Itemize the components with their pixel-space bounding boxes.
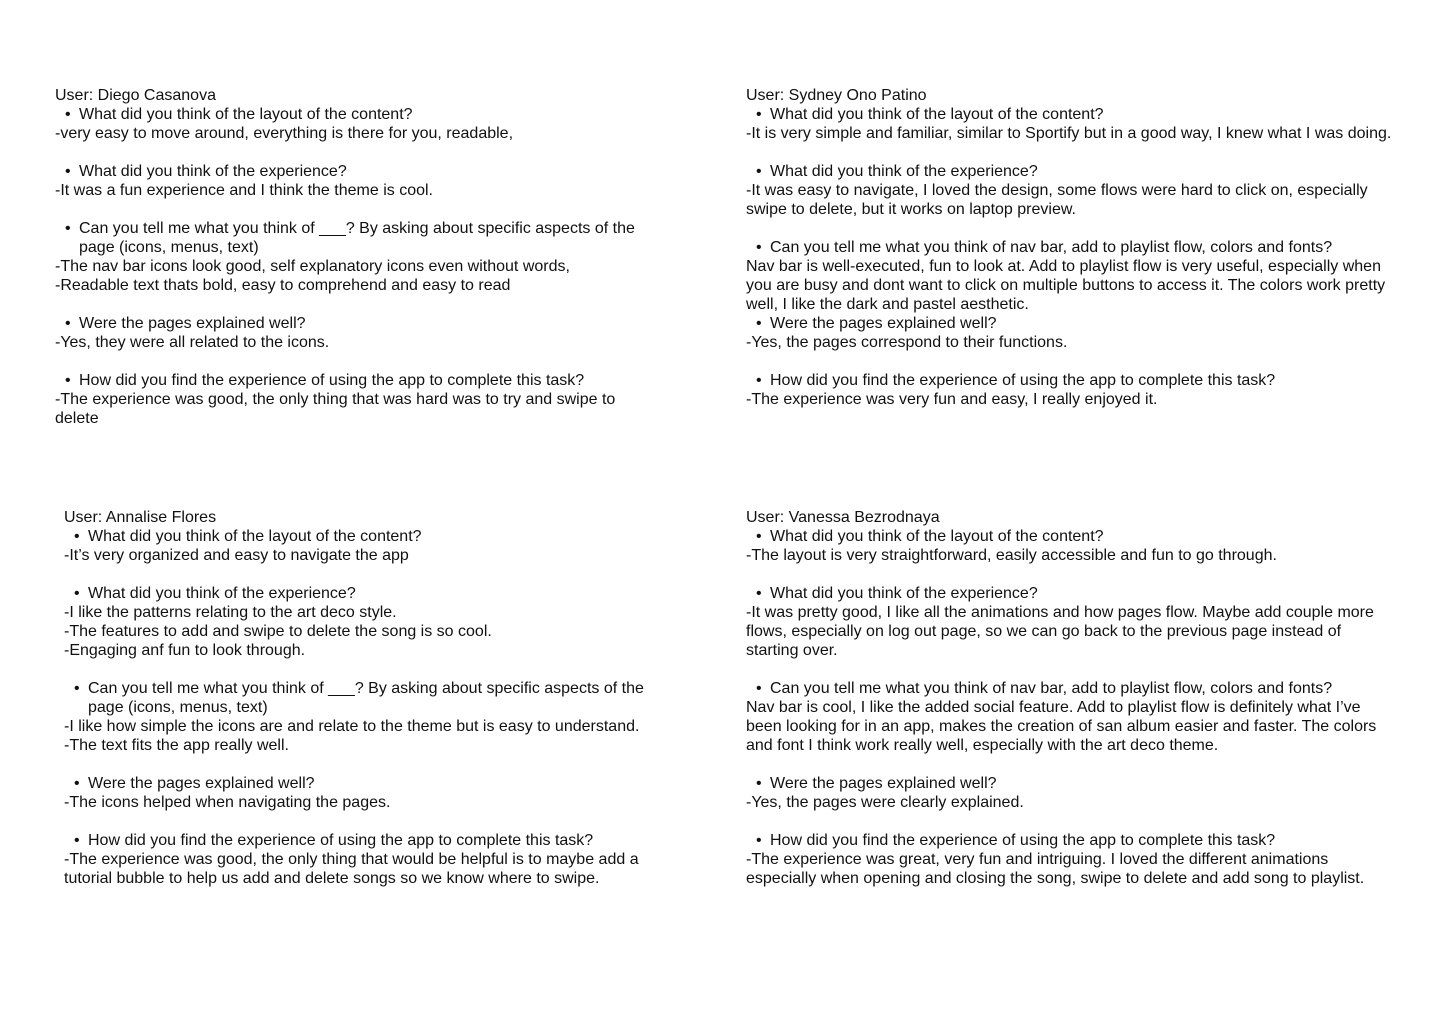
question-bullet: • What did you think of the experience? <box>64 584 654 603</box>
answer-text: -The experience was very fun and easy, I really enjoyed it. <box>746 391 1158 408</box>
question-bullet: • How did you find the experience of using the app to complete this task? <box>64 831 654 850</box>
question-bullet: • Can you tell me what you think of nav bar, add to playlist flow, colors and fonts? <box>746 679 1396 698</box>
question-bullet: • What did you think of the layout of the content? <box>746 105 1396 124</box>
answer-text: -Yes, the pages were clearly explained. <box>746 794 1024 811</box>
answer-text: -Engaging anf fun to look through. <box>64 642 306 659</box>
spacer <box>746 565 1396 584</box>
question-bullet: • Were the pages explained well? <box>64 774 654 793</box>
answer-text: -The nav bar icons look good, self explanatory icons even without words, <box>55 258 570 275</box>
spacer <box>55 352 645 371</box>
spacer <box>746 219 1396 238</box>
spacer <box>746 755 1396 774</box>
user-name: User: Annalise Flores <box>64 509 217 526</box>
question-bullet: • What did you think of the experience? <box>55 162 645 181</box>
answer-text: -The experience was good, the only thing that was hard was to try and swipe to delete <box>55 391 616 427</box>
answer-text: -It’s very organized and easy to navigate the app <box>64 547 409 564</box>
feedback-block-diego <box>55 86 645 428</box>
question-bullet: • Can you tell me what you think of ___? By asking about specific aspects of the page (icons, menus, text) <box>55 219 645 257</box>
answer-text: -The experience was great, very fun and intriguing. I loved the different animations especially when opening and closing the song, swipe to delete and add song to playlist. <box>746 851 1365 887</box>
question-bullet: • What did you think of the experience? <box>746 584 1396 603</box>
question-bullet: • What did you think of the layout of the content? <box>746 527 1396 546</box>
spacer <box>55 200 645 219</box>
spacer <box>55 143 645 162</box>
question-bullet: • What did you think of the layout of the content? <box>64 527 654 546</box>
answer-text: Nav bar is well-executed, fun to look at. Add to playlist flow is very useful, especially when you are busy and dont want to click on multiple buttons to access it. The colors work pretty well, I like the dark and pastel aesthetic. <box>746 258 1386 313</box>
answer-text: -The icons helped when navigating the pages. <box>64 794 391 811</box>
spacer <box>746 660 1396 679</box>
feedback-block-vanessa <box>746 508 1396 888</box>
feedback-block-sydney <box>746 86 1396 409</box>
question-bullet: • What did you think of the layout of the content? <box>55 105 645 124</box>
spacer <box>746 352 1396 371</box>
answer-text: -It is very simple and familiar, similar to Sportify but in a good way, I knew what I was doing. <box>746 125 1392 142</box>
spacer <box>64 565 654 584</box>
answer-text: Nav bar is cool, I like the added social feature. Add to playlist flow is definitely what I’ve been looking for in an app, makes the creation of san album easier and faster. The colors and font I think work really well, especially with the art deco theme. <box>746 699 1377 754</box>
answer-text: -I like the patterns relating to the art deco style. <box>64 604 397 621</box>
answer-text: -It was easy to navigate, I loved the design, some flows were hard to click on, especially swipe to delete, but it works on laptop preview. <box>746 182 1368 218</box>
spacer <box>746 143 1396 162</box>
answer-text: -Yes, the pages correspond to their functions. <box>746 334 1068 351</box>
user-name: User: Diego Casanova <box>55 87 216 104</box>
spacer <box>55 295 645 314</box>
answer-text: -Readable text thats bold, easy to comprehend and easy to read <box>55 277 511 294</box>
question-bullet: • Were the pages explained well? <box>746 774 1396 793</box>
question-bullet: • What did you think of the experience? <box>746 162 1396 181</box>
question-bullet: • How did you find the experience of using the app to complete this task? <box>746 831 1396 850</box>
answer-text: -The layout is very straightforward, easily accessible and fun to go through. <box>746 547 1277 564</box>
question-bullet: • How did you find the experience of using the app to complete this task? <box>55 371 645 390</box>
answer-text: -It was a fun experience and I think the theme is cool. <box>55 182 433 199</box>
question-bullet: • Were the pages explained well? <box>55 314 645 333</box>
user-name: User: Vanessa Bezrodnaya <box>746 509 940 526</box>
answer-text: -The experience was good, the only thing that would be helpful is to maybe add a tutorial bubble to help us add and delete songs so we know where to swipe. <box>64 851 639 887</box>
feedback-block-annalise <box>64 508 654 888</box>
user-name: User: Sydney Ono Patino <box>746 87 927 104</box>
question-bullet: • Were the pages explained well? <box>746 314 1396 333</box>
answer-text: -I like how simple the icons are and relate to the theme but is easy to understand. <box>64 718 640 735</box>
question-bullet: • Can you tell me what you think of nav bar, add to playlist flow, colors and fonts? <box>746 238 1396 257</box>
spacer <box>64 660 654 679</box>
spacer <box>64 755 654 774</box>
answer-text: -very easy to move around, everything is there for you, readable, <box>55 125 514 142</box>
answer-text: -The features to add and swipe to delete the song is so cool. <box>64 623 492 640</box>
spacer <box>64 812 654 831</box>
answer-text: -It was pretty good, I like all the animations and how pages flow. Maybe add couple more flows, especially on log out page, so we can go back to the previous page instead of starting over. <box>746 604 1374 659</box>
question-bullet: • Can you tell me what you think of ___? By asking about specific aspects of the page (icons, menus, text) <box>64 679 654 717</box>
answer-text: -The text fits the app really well. <box>64 737 289 754</box>
spacer <box>746 812 1396 831</box>
answer-text: -Yes, they were all related to the icons. <box>55 334 330 351</box>
question-bullet: • How did you find the experience of using the app to complete this task? <box>746 371 1396 390</box>
